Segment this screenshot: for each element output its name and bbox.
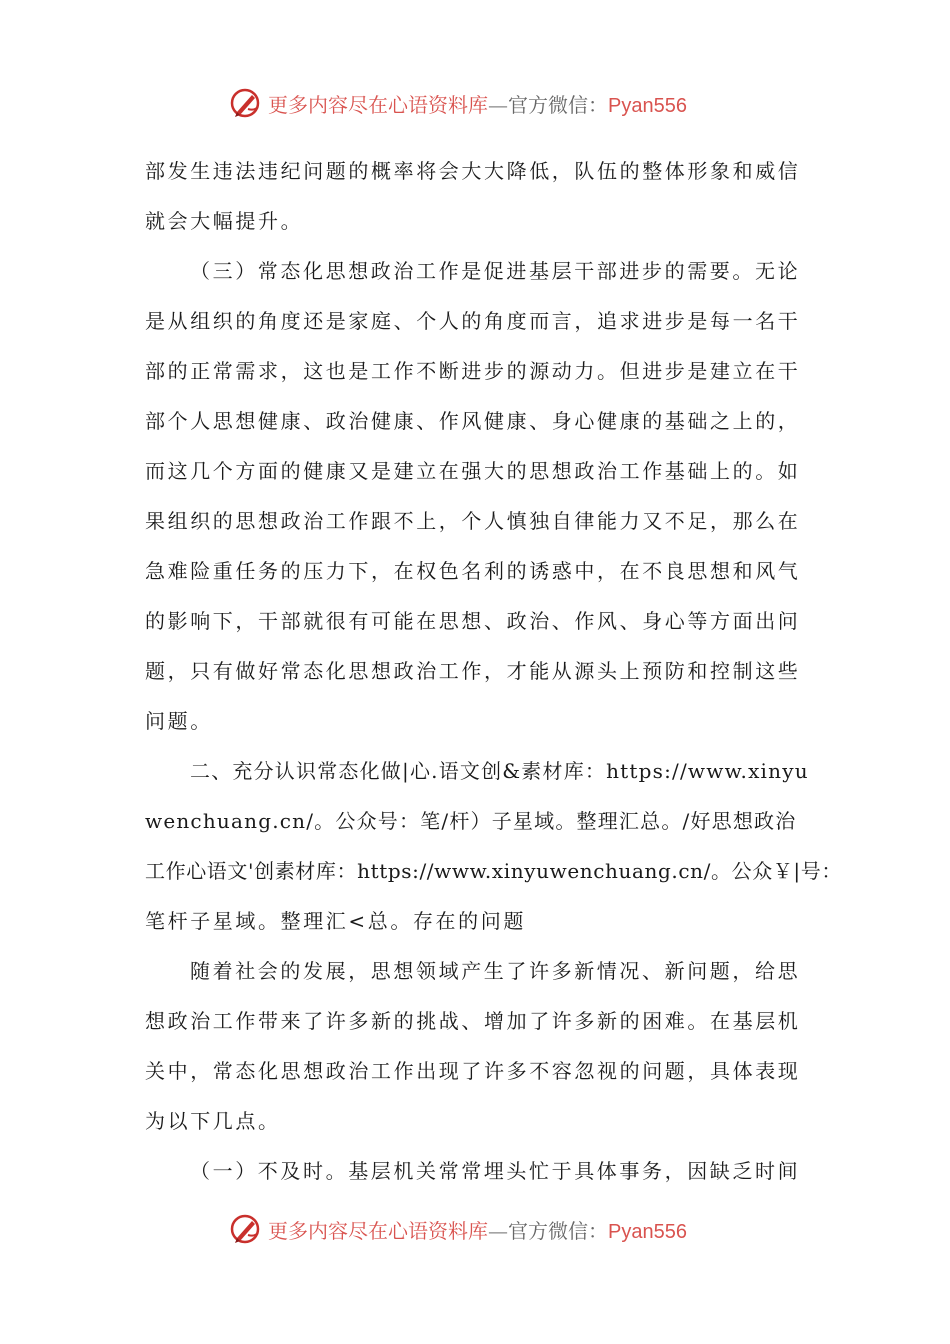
text-line: 而这几个方面的健康又是建立在强大的思想政治工作基础上的。如 (145, 459, 801, 483)
text-line: 是从组织的角度还是家庭、个人的角度而言，追求进步是每一名干 (145, 309, 801, 333)
text-line: 为以下几点。 (145, 1109, 281, 1133)
header-wechat-id: Pyan556 (608, 94, 687, 117)
text-line: 的影响下，干部就很有可能在思想、政治、作风、身心等方面出问 (145, 609, 801, 633)
document-body (145, 146, 842, 1196)
footer-banner (228, 1209, 687, 1249)
header-wechat-label: 官方微信： (508, 92, 608, 117)
footer-wechat-label: 官方微信： (508, 1218, 608, 1243)
text-line: （一）不及时。基层机关常常埋头忙于具体事务，因缺乏时间 (190, 1159, 801, 1183)
header-banner-text (268, 89, 687, 118)
footer-banner-text (268, 1215, 687, 1244)
text-line: 部发生违法违纪问题的概率将会大大降低，队伍的整体形象和威信 (145, 159, 801, 183)
text-line: 题，只有做好常态化思想政治工作，才能从源头上预防和控制这些 (145, 659, 801, 683)
footer-wechat-id: Pyan556 (608, 1220, 687, 1243)
text-line: （三）常态化思想政治工作是促进基层干部进步的需要。无论 (190, 259, 801, 283)
pen-logo-icon (228, 1212, 262, 1246)
text-line: 随着社会的发展，思想领域产生了许多新情况、新问题，给思 (190, 959, 801, 983)
text-line: 部的正常需求，这也是工作不断进步的源动力。但进步是建立在干 (145, 359, 801, 383)
footer-separator: — (488, 1218, 508, 1243)
text-line: 工作心语文'创素材库：https://www.xinyuwenchuang.cn/。公众￥|号： (145, 859, 842, 883)
text-line: 二、充分认识常态化做|心.语文创&素材库：https://www.xinyu (190, 759, 809, 783)
text-line: 想政治工作带来了许多新的挑战、增加了许多新的困难。在基层机 (145, 1009, 801, 1033)
text-line: 果组织的思想政治工作跟不上，个人慎独自律能力又不足，那么在 (145, 509, 801, 533)
header-brand: 更多内容尽在心语资料库 (268, 92, 488, 117)
text-line: wenchuang.cn/。公众号：笔/杆）子星域。整理汇总。/好思想政治 (145, 809, 797, 833)
text-line: 关中，常态化思想政治工作出现了许多不容忽视的问题，具体表现 (145, 1059, 801, 1083)
footer-brand: 更多内容尽在心语资料库 (268, 1218, 488, 1243)
pen-logo-icon (228, 86, 262, 120)
header-separator: — (488, 92, 508, 117)
text-line: 就会大幅提升。 (145, 209, 304, 233)
text-line: 问题。 (145, 709, 213, 733)
header-banner (228, 83, 687, 123)
text-line: 部个人思想健康、政治健康、作风健康、身心健康的基础之上的， (145, 409, 801, 433)
text-line: 笔杆子星域。整理汇<总。存在的问题 (145, 909, 526, 933)
text-line: 急难险重任务的压力下，在权色名利的诱惑中，在不良思想和风气 (145, 559, 801, 583)
